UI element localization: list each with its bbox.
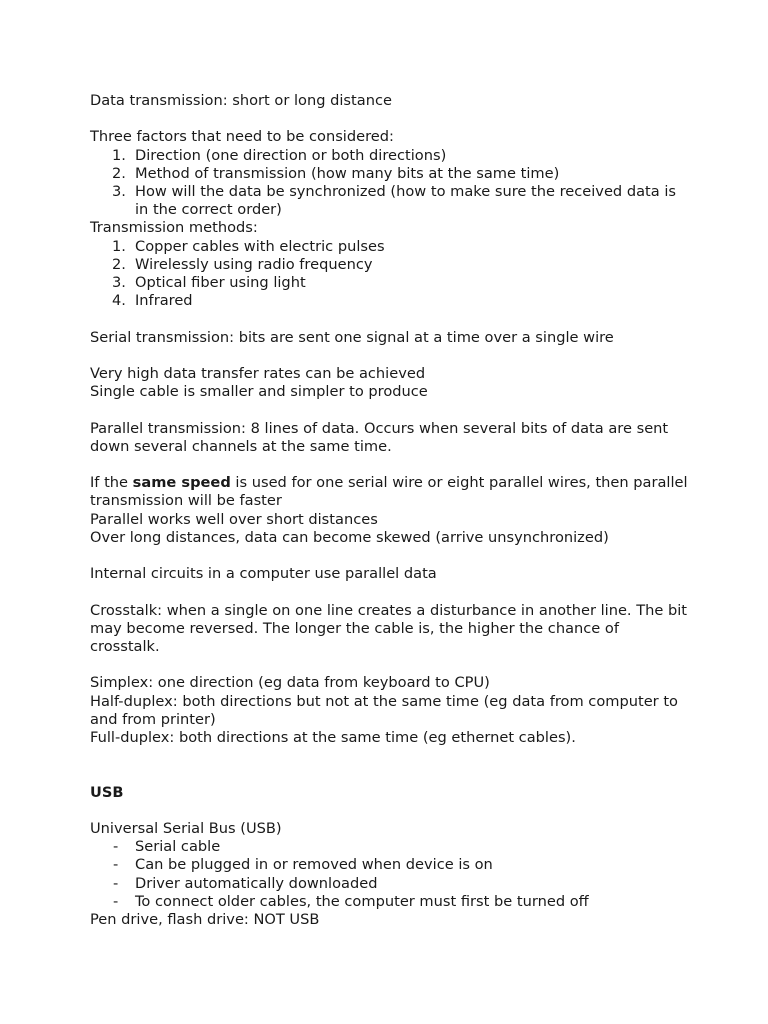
dash-bullet-icon: - bbox=[113, 874, 119, 892]
usb-title: Universal Serial Bus (USB) bbox=[90, 819, 282, 837]
serial-point: Single cable is smaller and simpler to produce bbox=[90, 383, 428, 401]
factors-list bbox=[90, 147, 690, 220]
list-item: 3. How will the data be synchronized (how to make sure the received data is in the correct order) bbox=[112, 183, 676, 219]
usb-footer: Pen drive, flash drive: NOT USB bbox=[90, 910, 320, 928]
list-item: - Can be plugged in or removed when device is on bbox=[113, 856, 493, 874]
list-item: 2. Method of transmission (how many bits at the same time) bbox=[112, 164, 560, 182]
simplex-line: Simplex: one direction (eg data from keyboard to CPU) bbox=[90, 674, 490, 692]
usb-heading: USB bbox=[90, 783, 124, 801]
dash-bullet-icon: - bbox=[113, 838, 119, 856]
list-item: 2. Wirelessly using radio frequency bbox=[112, 255, 373, 273]
parallel-definition: Parallel transmission: 8 lines of data. Occurs when several bits of data are sent down several channels at the same time. bbox=[90, 419, 669, 455]
intro-line: Data transmission: short or long distance bbox=[90, 92, 392, 109]
dash-bullet-icon: - bbox=[113, 856, 119, 874]
half-duplex-line: Half-duplex: both directions but not at the same time (eg data from computer to and from printer) bbox=[90, 692, 678, 728]
full-duplex-line: Full-duplex: both directions at the same time (eg ethernet cables). bbox=[90, 728, 576, 746]
list-item: 3. Optical fiber using light bbox=[112, 274, 306, 292]
internal-circuits: Internal circuits in a computer use parallel data bbox=[90, 565, 437, 583]
emphasis-text: same speed bbox=[132, 474, 231, 492]
list-item: - Serial cable bbox=[113, 838, 221, 856]
serial-point: Very high data transfer rates can be achieved bbox=[90, 365, 426, 382]
list-item: 1. Direction (one direction or both directions) bbox=[112, 146, 447, 164]
list-item: 1. Copper cables with electric pulses bbox=[112, 237, 385, 255]
list-item: - Driver automatically downloaded bbox=[113, 874, 378, 892]
factors-title: Three factors that need to be considered: bbox=[90, 128, 394, 146]
list-item: 4. Infrared bbox=[112, 292, 193, 310]
document-body bbox=[90, 92, 690, 929]
methods-title: Transmission methods: bbox=[90, 219, 258, 237]
methods-list bbox=[90, 238, 690, 311]
speed-paragraph: If the same speed is used for one serial wire or eight parallel wires, then parallel transmission will be faster bbox=[90, 474, 688, 510]
parallel-point: Parallel works well over short distances bbox=[90, 510, 378, 528]
dash-bullet-icon: - bbox=[113, 892, 119, 910]
parallel-point: Over long distances, data can become skewed (arrive unsynchronized) bbox=[90, 528, 609, 546]
usb-list bbox=[90, 838, 690, 911]
serial-definition: Serial transmission: bits are sent one signal at a time over a single wire bbox=[90, 328, 614, 346]
crosstalk-paragraph: Crosstalk: when a single on one line creates a disturbance in another line. The bit may become reversed. The longer the cable is, the higher the chance of crosstalk. bbox=[90, 601, 688, 655]
list-item: - To connect older cables, the computer must first be turned off bbox=[113, 892, 589, 910]
